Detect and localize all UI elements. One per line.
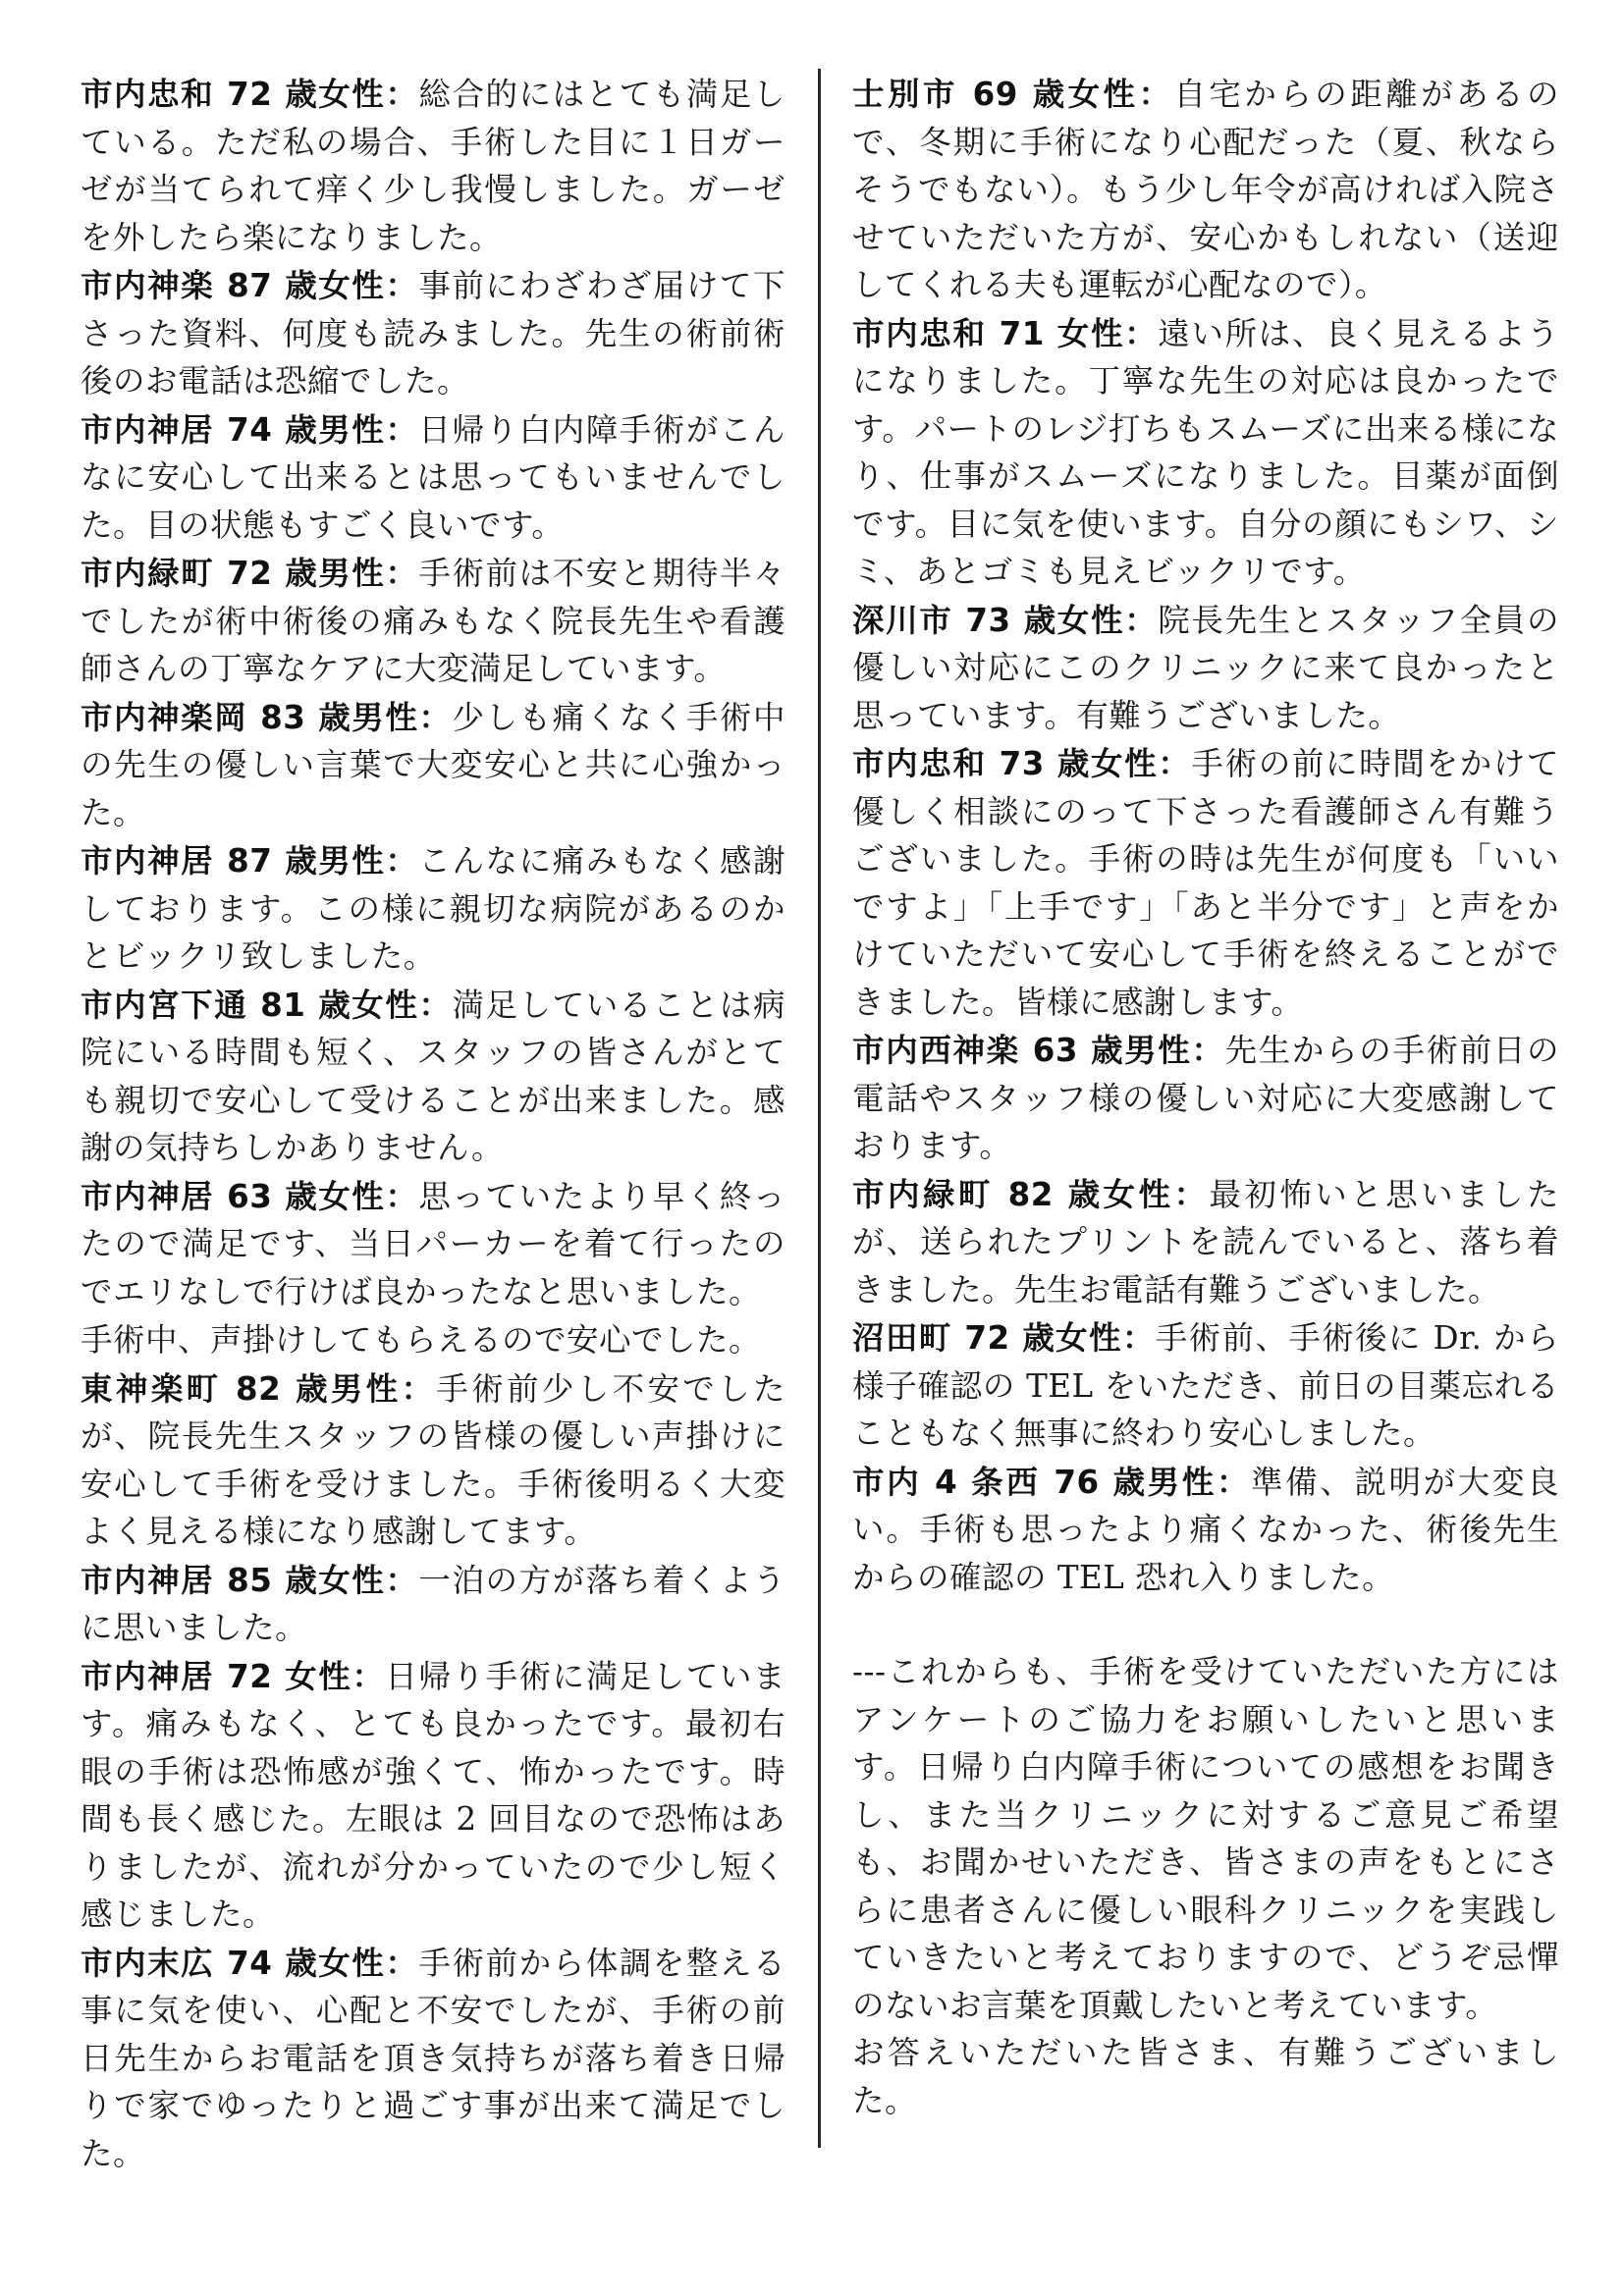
comment-entry	[852, 1459, 1559, 1602]
comment-text: こんなに痛みもなく感謝しております。この様に親切な病院があるのかとビックリ致しました。	[81, 842, 785, 975]
comment-text: 日帰り手術に満足しています。痛みもなく、とても良かったです。最初右眼の手術は恐怖感が強くて、怖かったです。時間も長く感じた。左眼は 2 回目なので恐怖はありましたが、流れが分かっていたので少し短く感じました。	[81, 1657, 785, 1933]
comment-text: 手術前、手術後に Dr. から様子確認の TEL をいただき、前日の目薬忘れることもなく無事に終わり安心しました。	[852, 1319, 1559, 1452]
respondent-label: 深川市 73 歳女性	[852, 601, 1125, 639]
respondent-label: 市内宮下通 81 歳女性	[81, 986, 419, 1024]
respondent-label: 市内神楽 87 歳女性	[81, 267, 386, 304]
comment-entry	[852, 740, 1559, 1026]
respondent-label: 市内神居 63 歳女性	[81, 1177, 386, 1215]
respondent-label: 市内神居 74 歳男性	[81, 410, 386, 449]
comment-text: 一泊の方が落ち着くように思いました。	[81, 1561, 785, 1646]
comment-text: 先生からの手術前日の電話やスタッフ様の優しい対応に大変感謝しております。	[852, 1032, 1559, 1164]
respondent-separator: ：	[385, 267, 419, 304]
comment-entry	[81, 694, 785, 837]
comment-text: 日帰り白内障手術がこんなに安心して出来るとは思ってもいませんでした。目の状態もすごく良いです。	[81, 410, 785, 544]
respondent-separator: ：	[385, 1177, 419, 1215]
respondent-label: 市内神居 87 歳男性	[81, 842, 386, 880]
comment-entry	[852, 597, 1559, 740]
comment-entry	[852, 1171, 1559, 1314]
respondent-separator: ：	[385, 76, 419, 113]
comment-text: 準備、説明が大変良い。手術も思ったより痛くなかった、術後先生からの確認の TEL 恐れ入りました。	[852, 1463, 1559, 1596]
respondent-label: 市内西神楽 63 歳男性	[852, 1032, 1192, 1069]
respondent-separator: ：	[1216, 1463, 1252, 1501]
respondent-label: 沼田町 72 歳女性	[852, 1319, 1122, 1357]
respondent-separator: ：	[418, 986, 453, 1024]
comment-entry	[81, 71, 785, 261]
right-column	[852, 71, 1559, 2124]
comment-entry	[81, 1365, 785, 1556]
respondent-label: 市内忠和 73 歳女性	[852, 745, 1159, 782]
respondent-separator: ：	[1124, 314, 1159, 352]
respondent-label: 市内 4 条西 76 歳男性	[852, 1463, 1217, 1501]
respondent-separator: ：	[385, 842, 419, 880]
respondent-label: 市内忠和 72 歳女性	[81, 76, 386, 113]
respondent-separator: ：	[1173, 1175, 1210, 1213]
respondent-separator: ：	[385, 1944, 419, 1982]
respondent-label: 市内緑町 72 歳男性	[81, 555, 386, 592]
comment-entry	[852, 71, 1559, 309]
comment-text: 院長先生とスタッフ全員の優しい対応にこのクリニックに来て良かったと思っています。有難うございました。	[852, 601, 1559, 734]
closing-thanks: お答えいただいた皆さま、有難うございました。	[852, 2034, 1559, 2119]
closing-body: ---これからも、手術を受けていただいた方にはアンケートのご協力をお願いしたいと思います。日帰り白内障手術についての感想をお聞きし、また当クリニックに対するご意見ご希望も、お聞かせいただき、皆さまの声をもとにさらに患者さんに優しい眼科クリニックを実践していきたいと考えておりますので、どうぞ忌憚のないお言葉を頂戴したいと考えています。	[852, 1653, 1559, 2024]
left-column	[81, 71, 785, 2178]
respondent-separator: ：	[1121, 1319, 1156, 1357]
comment-entry	[81, 1557, 785, 1652]
respondent-label: 市内神居 72 女性	[81, 1657, 352, 1695]
respondent-label: 市内神居 85 歳女性	[81, 1561, 386, 1599]
comment-text: 手術の前に時間をかけて優しく相談にのって下さった看護師さん有難うございました。手術の時は先生が何度も「いいですよ」「上手です」「あと半分です」と声をかけていただいて安心して手術を終えることができました。皆様に感謝します。	[852, 745, 1559, 1021]
respondent-label: 士別市 69 歳女性	[852, 76, 1139, 113]
comment-entry	[81, 550, 785, 693]
comment-text: 事前にわざわざ届けて下さった資料、何度も読みました。先生の術前術後のお電話は恐縮でした。	[81, 267, 785, 400]
respondent-label: 市内神楽岡 83 歳男性	[81, 698, 419, 736]
respondent-separator: ：	[1138, 76, 1174, 113]
closing-message	[852, 1648, 1559, 2124]
comment-text: 手術前から体調を整える事に気を使い、心配と不安でしたが、手術の前日先生からお電話を頂き気持ちが落ち着き日帰りで家でゆったりと過ごす事が出来て満足でした。	[81, 1944, 785, 2172]
respondent-separator: ：	[385, 410, 419, 449]
comment-extra-line: 手術中、声掛けしてもらえるので安心でした。	[81, 1321, 762, 1359]
respondent-label: 市内忠和 71 女性	[852, 314, 1125, 352]
comment-text: 思っていたより早く終ったので満足です、当日パーカーを着て行ったのでエリなしで行けば良かったなと思いました。	[81, 1177, 785, 1310]
comment-entry	[81, 262, 785, 405]
comment-entry	[852, 1027, 1559, 1170]
respondent-separator: ：	[418, 698, 453, 736]
comment-text: 手術前は不安と期待半々でしたが術中術後の痛みもなく院長先生や看護師さんの丁寧なケアに大変満足しています。	[81, 555, 785, 687]
comment-text: 自宅からの距離があるので、冬期に手術になり心配だった（夏、秋ならそうでもない）。もう少し年令が高ければ入院させていただいた方が、安心かもしれない（送迎してくれる夫も運転が心配なので）。	[852, 76, 1559, 303]
comment-entry	[81, 406, 785, 550]
comment-entry	[81, 1653, 785, 1939]
comment-text: 総合的にはとても満足している。ただ私の場合、手術した目に１日ガーゼが当てられて痒く少し我慢しました。ガーゼを外したら楽になりました。	[81, 76, 785, 256]
comment-entry	[852, 1314, 1559, 1458]
comment-text: 遠い所は、良く見えるようになりました。丁寧な先生の対応は良かったです。パートのレジ打ちもスムーズに出来る様になり、仕事がスムーズになりました。目薬が面倒です。目に気を使います。自分の顔にもシワ、シミ、あとゴミも見えビックリです。	[852, 314, 1559, 590]
comment-text: 満足していることは病院にいる時間も短く、スタッフの皆さんがとても親切で安心して受けることが出来ました。感謝の気持ちしかありません。	[81, 986, 785, 1166]
respondent-separator: ：	[401, 1369, 437, 1408]
respondent-separator: ：	[1158, 745, 1192, 782]
respondent-separator: ：	[385, 555, 419, 592]
comment-entry	[852, 310, 1559, 596]
comment-entry	[81, 982, 785, 1172]
respondent-label: 市内末広 74 歳女性	[81, 1944, 386, 1982]
comment-text: 手術前少し不安でしたが、院長先生スタッフの皆様の優しい声掛けに安心して手術を受けました。手術後明るく大変よく見える様になり感謝してます。	[81, 1369, 785, 1550]
respondent-label: 東神楽町 82 歳男性	[81, 1369, 402, 1408]
column-divider	[818, 69, 821, 2148]
comment-text: 最初怖いと思いましたが、送られたプリントを読んでいると、落ち着きました。先生お電話有難うございました。	[852, 1175, 1559, 1308]
comment-text: 少しも痛くなく手術中の先生の優しい言葉で大変安心と共に心強かった。	[81, 698, 785, 831]
respondent-separator: ：	[385, 1561, 419, 1599]
right-entries	[852, 71, 1559, 1601]
respondent-separator: ：	[1191, 1032, 1225, 1069]
comment-entry	[81, 1173, 785, 1316]
respondent-label: 市内緑町 82 歳女性	[852, 1175, 1174, 1213]
respondent-separator: ：	[1124, 601, 1159, 639]
comment-entry	[81, 837, 785, 981]
comment-entry	[81, 1940, 785, 2178]
respondent-separator: ：	[352, 1657, 386, 1695]
